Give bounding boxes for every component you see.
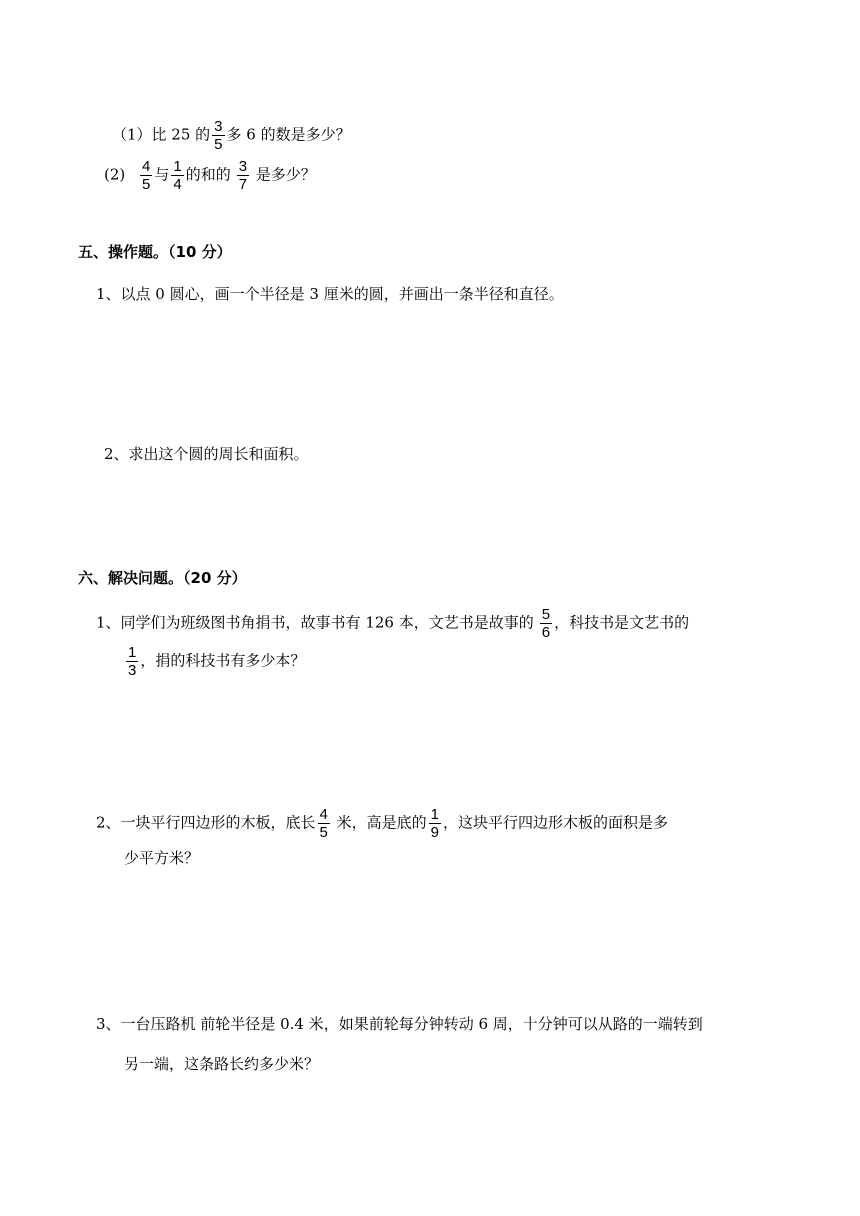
fraction-5-6: $\frac{5}{6}$ bbox=[541, 606, 551, 641]
problem-2-text-2: 米，高是底的 bbox=[331, 813, 427, 832]
fraction-3-5: $\frac{3}{5}$ bbox=[214, 118, 223, 153]
question-4-1 bbox=[112, 118, 351, 153]
section-5-item-2: 2、求出这个圆的周长和面积。 bbox=[104, 445, 309, 463]
problem-3-line-1: 3、一台压路机 前轮半径是 0.4 米，如果前轮每分钟转动 6 周，十分钟可以从路的一端转到 bbox=[96, 1015, 703, 1033]
problem-2-text-3: ，这块平行四边形木板的面积是多 bbox=[443, 813, 669, 832]
question-4-2-mid1: 与 bbox=[154, 165, 170, 184]
problem-1-text-2: ，科技书是文艺书的 bbox=[554, 613, 690, 632]
question-4-2-suffix: 是多少？ bbox=[251, 165, 316, 184]
problem-1-text: 1、同学们为班级图书角捐书，故事书有 126 本，文艺书是故事的 bbox=[96, 613, 534, 632]
section-6-heading: 六、解决问题。（20 分） bbox=[78, 569, 247, 587]
question-4-1-suffix: 多 6 的数是多少？ bbox=[226, 125, 351, 144]
problem-2-line-2: 少平方米？ bbox=[124, 849, 200, 867]
section-5-item-1: 1、以点 0 圆心，画一个半径是 3 厘米的圆，并画出一条半径和直径。 bbox=[96, 285, 564, 303]
problem-2-text: 2、一块平行四边形的木板，底长 bbox=[96, 813, 316, 832]
fraction-4-5-b: $\frac{4}{5}$ bbox=[319, 806, 328, 841]
fraction-1-9: $\frac{1}{9}$ bbox=[430, 806, 440, 841]
fraction-3-7: $\frac{3}{7}$ bbox=[238, 158, 248, 193]
problem-1-line-2 bbox=[124, 644, 305, 679]
question-4-2 bbox=[104, 158, 316, 193]
problem-2-line-1 bbox=[96, 806, 668, 841]
section-5-heading: 五、操作题。（10 分） bbox=[78, 243, 232, 261]
question-4-1-prefix: （1）比 25 的 bbox=[112, 125, 211, 144]
problem-1-text-3: ，捐的科技书有多少本？ bbox=[140, 651, 306, 670]
question-4-2-mid2: 的和的 bbox=[185, 165, 231, 184]
question-4-2-label: (2) bbox=[104, 165, 131, 184]
fraction-4-5: $\frac{4}{5}$ bbox=[142, 158, 151, 193]
fraction-1-4: $\frac{1}{4}$ bbox=[173, 158, 182, 193]
problem-3-line-2: 另一端，这条路长约多少米？ bbox=[124, 1055, 320, 1073]
fraction-1-3: $\frac{1}{3}$ bbox=[128, 644, 137, 679]
problem-1-line-1 bbox=[96, 606, 689, 641]
